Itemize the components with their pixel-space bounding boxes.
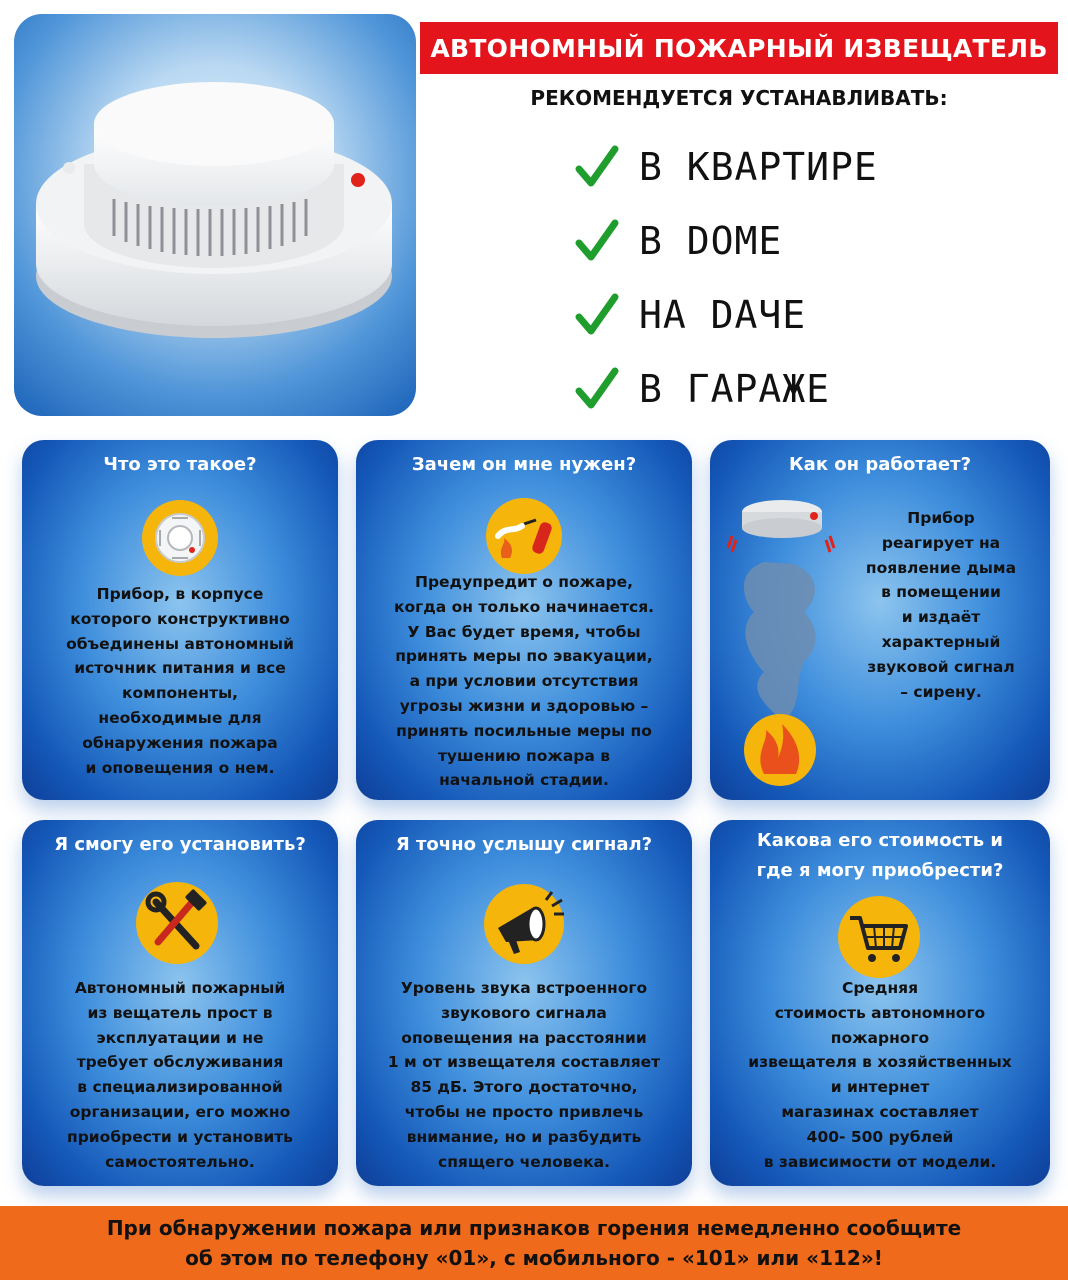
megaphone-icon: [480, 878, 570, 968]
checkmark-icon: [575, 367, 619, 411]
place-label: В КВАРТИРЕ: [639, 145, 878, 189]
fire-extinguisher-icon: [484, 496, 564, 576]
page-title: АВТОНОМНЫЙ ПОЖАРНЫЙ ИЗВЕЩАТЕЛЬ: [420, 22, 1058, 74]
place-item: [575, 130, 878, 204]
card-text: Средняя стоимость автономного пожарного извещателя в хозяйственных и интернет магазинах составляет 400- 500 рублей в зависимости от модели.: [748, 979, 1012, 1171]
card-title: Что это такое?: [103, 454, 257, 475]
recommend-heading: РЕКОМЕНДУЕТСЯ УСТАНАВЛИВАТЬ:: [530, 86, 948, 110]
tools-icon: [134, 880, 220, 966]
card-can-install: [22, 820, 338, 1186]
place-item: [575, 204, 878, 278]
smoke-detector-icon: [140, 498, 220, 578]
card-cost: [710, 820, 1050, 1186]
place-item: [575, 278, 878, 352]
card-title: Какова его стоимость и где я могу приобрести?: [756, 830, 1004, 881]
card-text: Прибор, в корпусе которого конструктивно объединены автономный источник питания и все компоненты, необходимые для обнаружения пожара и оповещения о нем.: [66, 585, 294, 777]
place-item: [575, 352, 878, 426]
smoke-fire-icon: [724, 492, 844, 792]
card-title: Я смогу его установить?: [54, 834, 306, 855]
footer-line: об этом по телефону «01», с мобильного - «101» или «112»!: [185, 1246, 883, 1270]
smoke-detector-icon: [14, 14, 416, 416]
card-why-needed: [356, 440, 692, 800]
place-label: В ГАРАЖЕ: [639, 367, 831, 411]
card-what-is-it: [22, 440, 338, 800]
card-title: Зачем он мне нужен?: [411, 454, 637, 475]
card-title: Как он работает?: [788, 454, 972, 475]
footer-line: При обнаружении пожара или признаков горения немедленно сообщите: [106, 1216, 962, 1240]
shopping-cart-icon: [836, 894, 922, 980]
card-title: Я точно услышу сигнал?: [395, 834, 653, 855]
card-text: Автономный пожарный из вещатель прост в эксплуатации и не требует обслуживания в специализированной организации, его можно приобрести и установить самостоятельно.: [67, 979, 293, 1171]
checkmark-icon: [575, 293, 619, 337]
emergency-footer: [0, 1206, 1068, 1280]
card-how-it-works: [710, 440, 1050, 800]
place-list: [575, 130, 878, 426]
place-label: В DOME: [639, 219, 783, 263]
card-text: Уровень звука встроенного звукового сигнала оповещения на расстоянии 1 м от извещателя составляет 85 дБ. Этого достаточно, чтобы не просто привлечь внимание, но и разбудить спящего человека.: [387, 979, 661, 1171]
checkmark-icon: [575, 219, 619, 263]
card-will-i-hear: [356, 820, 692, 1186]
place-label: НА DAЧЕ: [639, 293, 807, 337]
checkmark-icon: [575, 145, 619, 189]
smoke-detector-photo: [14, 14, 416, 416]
card-text: Предупредит о пожаре, когда он только начинается. У Вас будет время, чтобы принять меры по эвакуации, а при условии отсутствия угрозы жизни и здоровью – принять посильные меры по тушению пожара в начальной стадии.: [393, 573, 655, 790]
card-text: Прибор реагирует на появление дыма в помещении и издаёт характерный звуковой сигнал – сирену.: [865, 509, 1017, 701]
